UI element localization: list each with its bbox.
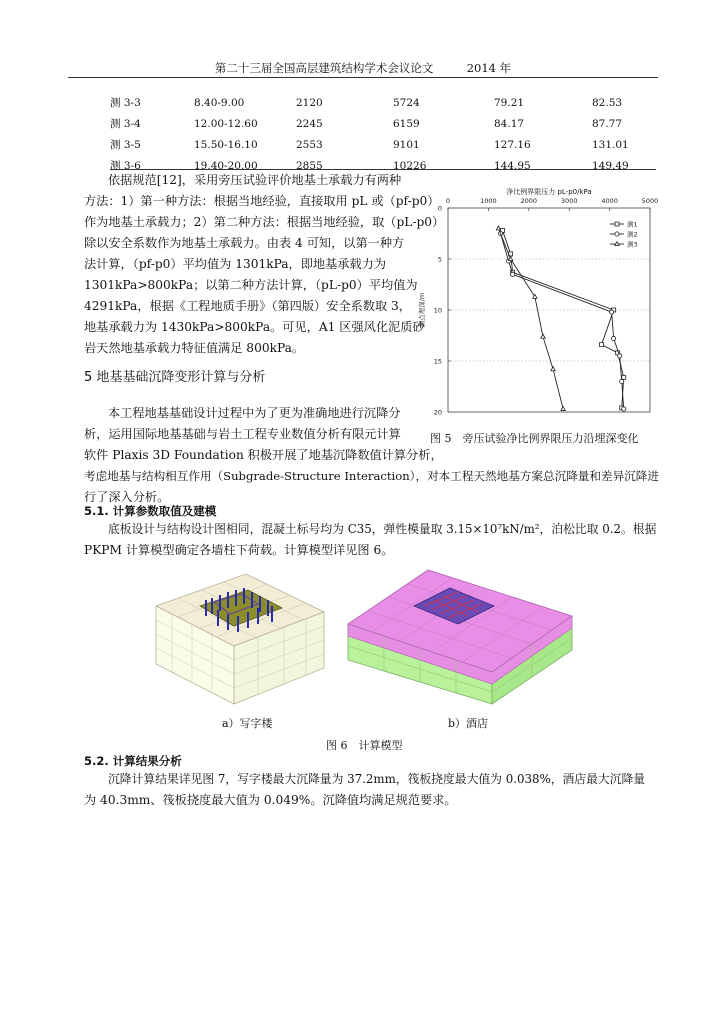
legend-marker <box>615 222 619 226</box>
table-cell: 2553 <box>296 138 323 151</box>
paragraph-parameters <box>84 519 674 561</box>
text-line: 地基承载力为 1430kPa>800kPa。可见，A1 区强风化泥质砂 <box>84 320 425 334</box>
y-tick-label: 5 <box>437 255 442 264</box>
y-tick-label: 20 <box>433 408 442 417</box>
x-tick-label: 0 <box>445 197 451 205</box>
table-cell: 82.53 <box>592 96 623 109</box>
data-point <box>622 375 626 379</box>
legend-label: 测3 <box>627 240 638 249</box>
data-point <box>600 343 604 347</box>
data-point <box>618 354 622 358</box>
table-cell: 19.40-20.00 <box>194 159 258 172</box>
x-tick-label: 4000 <box>601 197 618 205</box>
table-cell: 12.00-12.60 <box>194 117 258 130</box>
table-cell: 87.77 <box>592 117 623 130</box>
header-rule <box>68 77 658 78</box>
header-title: 第二十三届全国高层建筑结构学术会议论文 <box>214 61 434 75</box>
fig5-chart <box>414 186 668 422</box>
paragraph-settlement-analysis <box>84 403 664 508</box>
table-cell: 6159 <box>393 117 420 130</box>
table-cell: 8.40-9.00 <box>194 96 245 109</box>
table-cell: 测 3-4 <box>110 118 141 130</box>
subsection-5-2-title: 5.2. 计算结果分析 <box>84 754 182 768</box>
text-line: 方法：1）第一种方法：根据当地经验，直接取用 pL 或（pf-p0） <box>84 194 440 208</box>
data-point <box>551 367 555 371</box>
header-year: 2014 年 <box>466 61 512 75</box>
text-line: 底板设计与结构设计图相同，混凝土标号均为 C35，弹性模量取 3.15×10⁷kN/m²，泊松比取 0.2。根据 <box>108 522 657 536</box>
text-line: 软件 Plaxis 3D Foundation 积极开展了地基沉降数值计算分析， <box>84 448 443 462</box>
table-cell: 2120 <box>296 96 323 109</box>
data-point <box>610 310 614 314</box>
fig6b-hotel-model <box>344 566 574 706</box>
page-header <box>68 60 658 76</box>
text-line: 作为地基土承载力；2）第二种方法：根据当地经验，取（pL-p0） <box>84 215 445 229</box>
data-table <box>110 92 656 176</box>
paragraph-results <box>84 769 674 811</box>
text-line: 依据规范[12]，采用旁压试验评价地基土承载力有两种 <box>108 173 402 187</box>
x-tick-label: 2000 <box>520 197 538 205</box>
fig6b-caption: b）酒店 <box>448 717 489 730</box>
table-cell: 测 3-3 <box>110 97 141 109</box>
table-cell: 5724 <box>393 96 420 109</box>
table-cell: 9101 <box>393 138 420 151</box>
table-cell: 测 3-5 <box>110 139 141 151</box>
data-point <box>511 272 515 276</box>
series-line-3 <box>499 228 564 409</box>
text-line: 岩天然地基承载力特征值满足 800kPa。 <box>84 341 305 355</box>
table-cell: 79.21 <box>494 96 525 109</box>
x-tick-label: 3000 <box>560 197 578 205</box>
data-point <box>620 379 624 383</box>
x-tick-label: 1000 <box>480 197 497 205</box>
table-row <box>110 92 656 113</box>
data-point <box>496 226 500 230</box>
table-cell: 127.16 <box>494 138 531 151</box>
data-point <box>541 334 545 338</box>
text-line: 考虑地基与结构相互作用（Subgrade-Structure Interaction），对本工程天然地基方案总沉降量和差异沉降进 <box>84 469 659 483</box>
text-line: 为 40.3mm、筏板挠度最大值为 0.049%。沉降值均满足规范要求。 <box>84 793 457 807</box>
legend-marker <box>615 242 619 246</box>
data-point <box>508 257 512 261</box>
fig6a-caption: a）写字楼 <box>222 717 273 730</box>
text-line: 行了深入分析。 <box>84 490 170 504</box>
table-row <box>110 134 656 155</box>
table-cell: 131.01 <box>592 138 629 151</box>
table-cell: 149.49 <box>592 159 629 172</box>
y-axis-label: 测点埋深/m <box>418 292 426 328</box>
fig5-caption: 图 5 旁压试验净比例界限压力沿埋深变化 <box>430 432 639 445</box>
subsection-5-1-title: 5.1. 计算参数取值及建模 <box>84 504 217 518</box>
x-tick-label: 5000 <box>641 197 659 205</box>
y-tick-label: 0 <box>437 204 442 213</box>
table-cell: 144.95 <box>494 159 531 172</box>
table-row <box>110 113 656 134</box>
data-point <box>612 336 616 340</box>
table-cell: 15.50-16.10 <box>194 138 258 151</box>
table-cell: 84.17 <box>494 117 525 130</box>
table-cell: 2245 <box>296 117 323 130</box>
series-line-1 <box>503 230 624 407</box>
series-line-2 <box>501 234 624 409</box>
table-cell: 2855 <box>296 159 323 172</box>
text-line: 析，运用国际地基基础与岩土工程专业数值分析有限元计算 <box>84 427 401 441</box>
legend-label: 测2 <box>627 230 638 239</box>
text-line: 除以安全系数作为地基土承载力。由表 4 可知，以第一种方 <box>84 236 405 250</box>
text-line: 4291kPa，根据《工程地质手册》（第四版）安全系数取 3， <box>84 299 411 313</box>
text-line: 1301kPa>800kPa；以第二种方法计算，（pL-p0）平均值为 <box>84 278 418 292</box>
table-cell: 10226 <box>393 159 427 172</box>
y-tick-label: 15 <box>433 357 442 366</box>
fig6-caption: 图 6 计算模型 <box>326 739 403 752</box>
chart-title: 净比例界限压力 pL-p0/kPa <box>506 188 592 196</box>
y-tick-label: 10 <box>433 306 442 315</box>
text-line: PKPM 计算模型确定各墙柱下荷载。计算模型详见图 6。 <box>84 543 394 557</box>
legend-label: 测1 <box>627 220 638 229</box>
legend-marker <box>615 232 619 236</box>
fig6a-office-model <box>148 568 330 708</box>
text-line: 沉降计算结果详见图 7，写字楼最大沉降量为 37.2mm，筏板挠度最大值为 0.038%，酒店最大沉降量 <box>108 772 646 786</box>
table-cell: 测 3-6 <box>110 160 141 172</box>
text-line: 本工程地基基础设计过程中为了更为准确地进行沉降分 <box>108 406 401 420</box>
section-5-title: 5 地基基础沉降变形计算与分析 <box>84 370 266 385</box>
text-line: 法计算，（pf-p0）平均值为 1301kPa，即地基承载力为 <box>84 257 387 271</box>
